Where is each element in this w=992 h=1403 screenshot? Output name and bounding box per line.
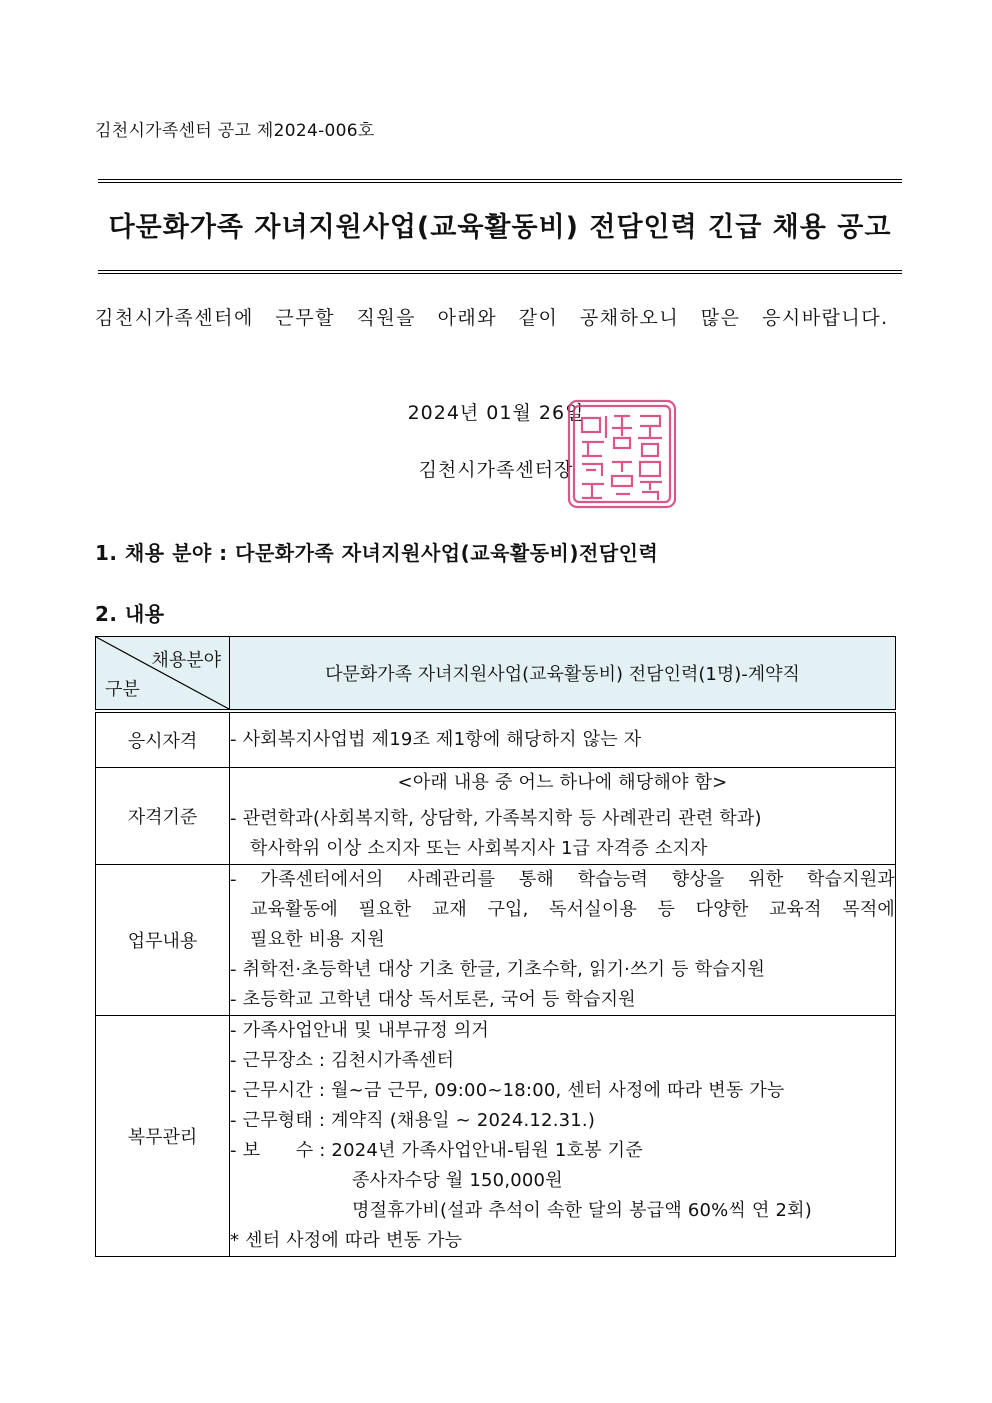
table-header-row [96,637,896,712]
list-item: - 근무장소 : 김천시가족센터 [230,1050,455,1071]
table-row [96,1016,896,1257]
row-content-duties [230,865,896,1016]
list-item: 교육활동에 필요한 교재 구입, 독서실이용 등 다양한 교육적 목적에 [250,899,895,920]
row-label-duties: 업무내용 [96,865,230,1016]
list-item: 명절휴가비(설과 추석이 속한 달의 봉급액 60%씩 연 2회) [352,1200,812,1221]
list-item: 필요한 비용 지원 [250,929,385,950]
section-1-heading: 1. 채용 분야 : 다문화가족 자녀지원사업(교육활동비)전담인력 [95,541,659,565]
list-item: - 가족사업안내 및 내부규정 의거 [230,1020,490,1041]
list-item: - 취학전·초등학년 대상 기초 한글, 기초수학, 읽기·쓰기 등 학습지원 [230,959,766,980]
list-item: 학사학위 이상 소지자 또는 사회복지사 1급 자격증 소지자 [250,838,708,859]
row-content-qualification [230,711,896,768]
header-category-label: 구분 [105,679,140,700]
list-item: * 센터 사정에 따라 변동 가능 [230,1230,463,1251]
notice-number: 김천시가족센터 공고 제2024-006호 [95,121,375,141]
list-item: - 사회복지사업법 제19조 제1항에 해당하지 않는 자 [230,729,642,750]
row-label-qualification: 응시자격 [96,711,230,768]
list-item: - 근무형태 : 계약직 (채용일 ~ 2024.12.31.) [230,1110,596,1131]
signer-name: 김천시가족센터장 [418,459,574,481]
intro-paragraph: 김천시가족센터에 근무할 직원을 아래와 같이 공채하오니 많은 응시바랍니다. [95,307,889,329]
list-item: - 초등학교 고학년 대상 독서토론, 국어 등 학습지원 [230,989,636,1010]
title-bottom-rule [98,270,902,274]
row-content-service [230,1016,896,1257]
table-row [96,865,896,1016]
table-row [96,768,896,865]
list-item: - 가족센터에서의 사례관리를 통해 학습능력 향상을 위한 학습지원과 [230,869,895,890]
list-item: 종사자수당 월 150,000원 [352,1170,563,1191]
row-label-service: 복무관리 [96,1016,230,1257]
header-position-value: 다문화가족 자녀지원사업(교육활동비) 전담인력(1명)-계약직 [230,637,896,712]
header-diagonal-cell [96,637,230,712]
list-item: - 근무시간 : 월~금 근무, 09:00~18:00, 센터 사정에 따라 변동 가능 [230,1080,785,1101]
header-field-label: 채용분야 [151,650,221,671]
list-item: - 보 수 : 2024년 가족사업안내-팀원 1호봉 기준 [230,1140,643,1161]
section-2-heading: 2. 내용 [95,602,165,626]
document-title: 다문화가족 자녀지원사업(교육활동비) 전담인력 긴급 채용 공고 [108,212,892,243]
row-content-criteria [230,768,896,865]
title-top-rule [98,179,902,183]
list-item: - 관련학과(사회복지학, 상담학, 가족복지학 등 사례관리 관련 학과) [230,808,762,829]
row-label-criteria: 자격기준 [96,768,230,865]
criteria-heading: <아래 내용 중 어느 하나에 해당해야 함> [397,772,728,793]
official-seal-stamp [566,398,678,510]
recruitment-details-table [95,636,896,1257]
table-row [96,711,896,768]
announcement-date: 2024년 01월 26일 [407,402,585,424]
